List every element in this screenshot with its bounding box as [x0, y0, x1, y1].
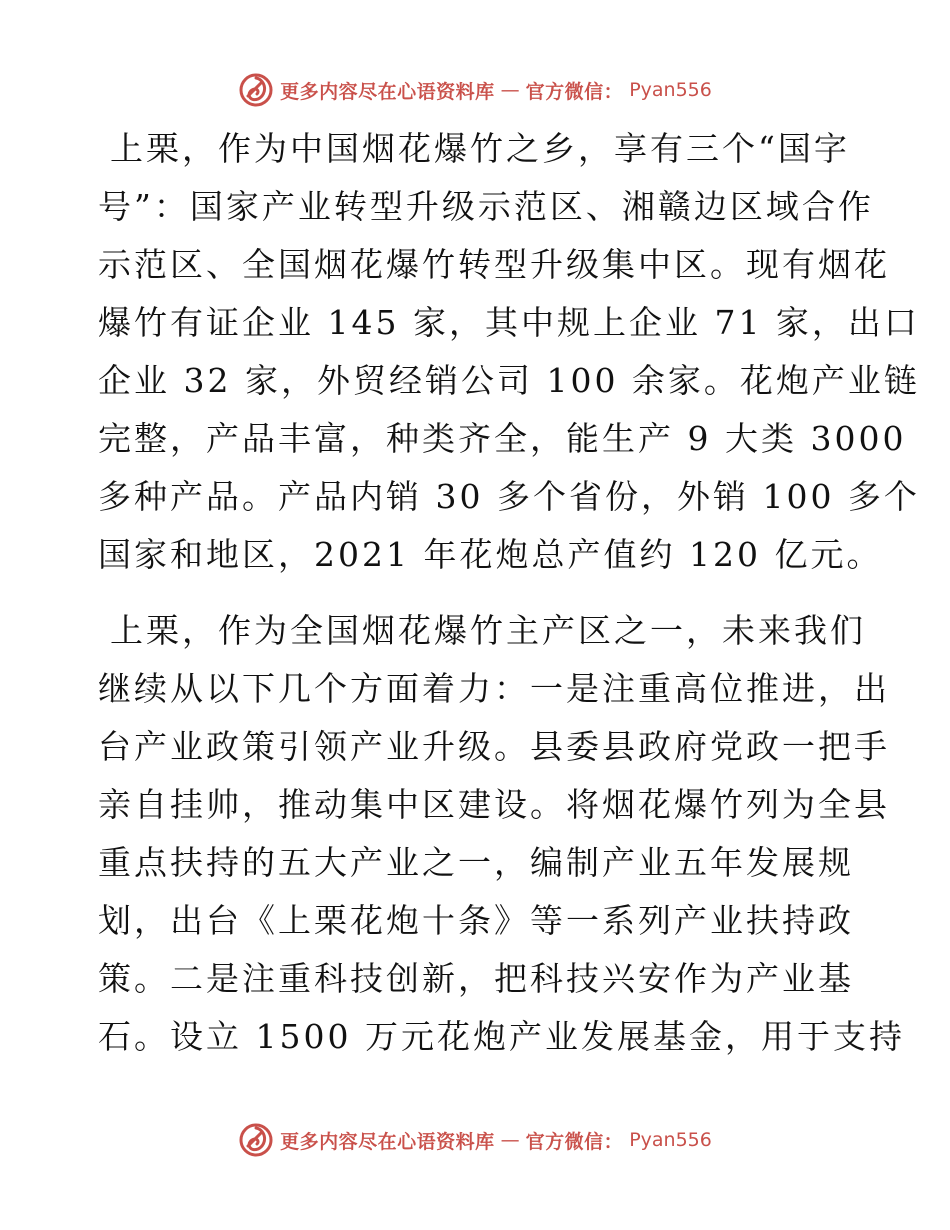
- paragraph-line: 上栗，作为全国烟花爆竹主产区之一，未来我们: [110, 611, 866, 650]
- swirl-logo-icon: [238, 72, 274, 108]
- paragraph-line: 多种产品。产品内销 30 多个省份，外销 100 多个: [98, 477, 920, 516]
- paragraph-line: 示范区、全国烟花爆竹转型升级集中区。现有烟花: [98, 245, 890, 284]
- banner-title: 更多内容尽在心语资料库: [280, 80, 495, 103]
- footer-banner: [0, 1120, 950, 1160]
- banner-wechat-id: Pyan556: [629, 1129, 712, 1151]
- paragraph-line: 完整，产品丰富，种类齐全，能生产 9 大类 3000: [98, 419, 907, 458]
- swirl-logo-icon: [238, 1122, 274, 1158]
- banner-wechat-id: Pyan556: [629, 79, 712, 101]
- paragraph-2: [98, 602, 905, 1066]
- paragraph-line: 继续从以下几个方面着力：一是注重高位推进，出: [98, 669, 890, 708]
- banner-separator: —: [500, 1129, 520, 1151]
- banner-separator: —: [500, 79, 520, 101]
- paragraph-line: 企业 32 家，外贸经销公司 100 余家。花炮产业链: [98, 361, 920, 400]
- paragraph-line: 亲自挂帅，推动集中区建设。将烟花爆竹列为全县: [98, 785, 890, 824]
- banner-title: 更多内容尽在心语资料库: [280, 1130, 495, 1153]
- document-body: [98, 120, 920, 1066]
- paragraph-line: 号”：国家产业转型升级示范区、湘赣边区域合作: [98, 187, 874, 226]
- banner-contact-label: 官方微信：: [525, 1130, 624, 1153]
- paragraph-line: 上栗，作为中国烟花爆竹之乡，享有三个“国字: [110, 129, 850, 168]
- paragraph-line: 划，出台《上栗花炮十条》等一系列产业扶持政: [98, 901, 854, 940]
- paragraph-line: 国家和地区，2021 年花炮总产值约 120 亿元。: [98, 535, 883, 574]
- paragraph-line: 爆竹有证企业 145 家，其中规上企业 71 家，出口: [98, 303, 920, 342]
- header-banner: [0, 70, 950, 110]
- paragraph-line: 石。设立 1500 万元花炮产业发展基金，用于支持: [98, 1017, 905, 1056]
- paragraph-line: 重点扶持的五大产业之一，编制产业五年发展规: [98, 843, 854, 882]
- paragraph-1: [98, 120, 920, 584]
- paragraph-line: 台产业政策引领产业升级。县委县政府党政一把手: [98, 727, 890, 766]
- banner-contact-label: 官方微信：: [525, 80, 624, 103]
- paragraph-line: 策。二是注重科技创新，把科技兴安作为产业基: [98, 959, 854, 998]
